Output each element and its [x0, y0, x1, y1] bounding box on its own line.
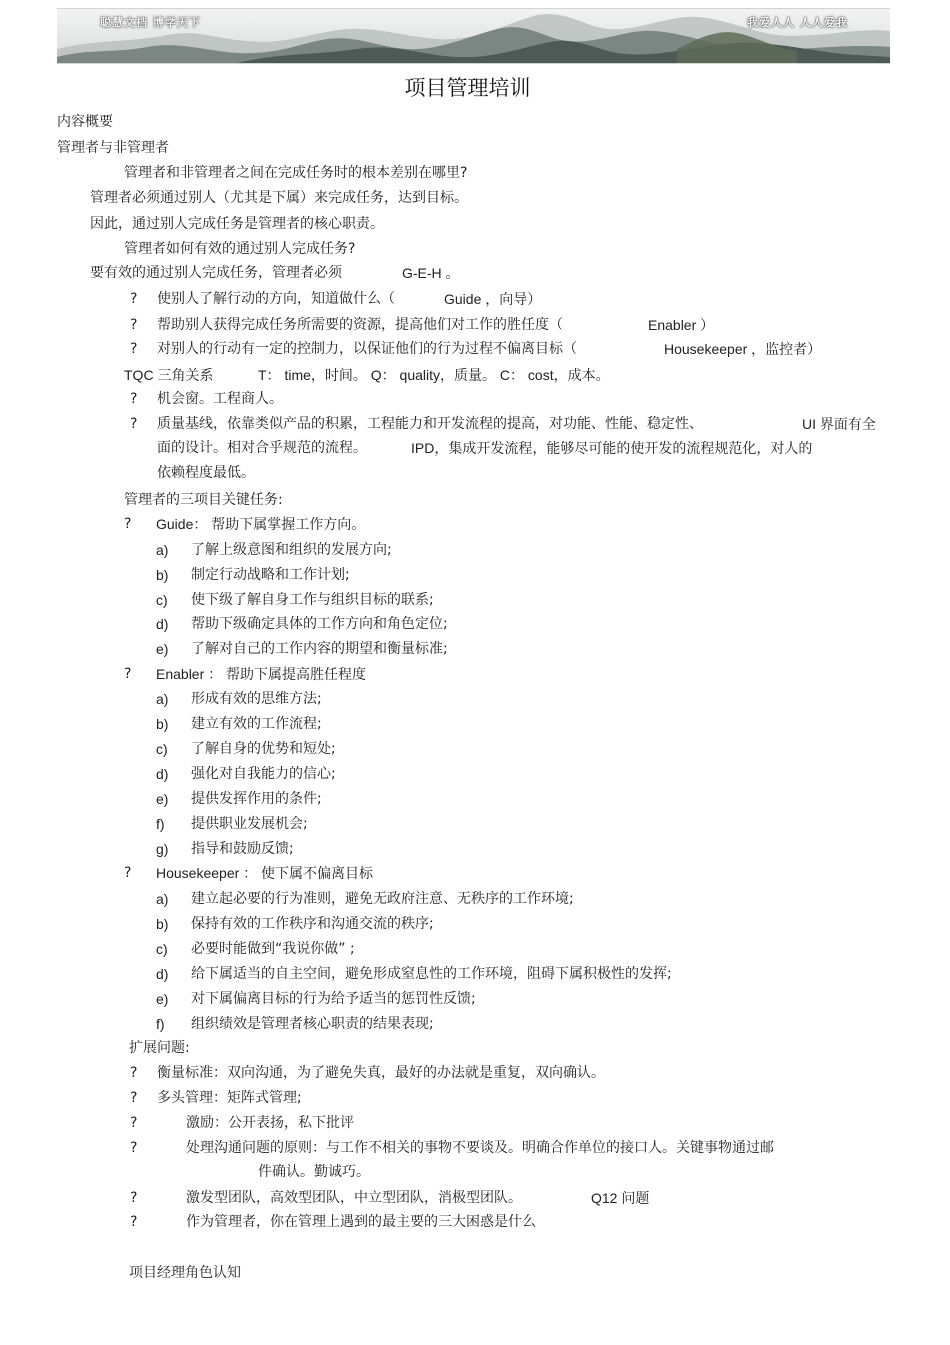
- list-item: 帮助下级确定具体的工作方向和角色定位;: [191, 616, 448, 632]
- body-line: 管理者必须通过别人（尤其是下属）来完成任务，达到目标。: [90, 190, 468, 206]
- list-letter: f): [156, 816, 165, 832]
- bullet-text: 面的设计。相对合乎规范的流程。: [157, 440, 367, 456]
- list-item: 使下级了解自身工作与组织目标的联系;: [191, 592, 434, 608]
- guide-heading: Guide： 帮助下属掌握工作方向。: [156, 516, 366, 532]
- bullet-marker: ?: [124, 666, 132, 682]
- section-heading: 项目经理角色认知: [129, 1265, 241, 1281]
- list-letter: e): [156, 641, 169, 657]
- bullet-marker: ?: [130, 1065, 138, 1081]
- bullet-text: Guide ，向导）: [444, 291, 542, 307]
- bullet-text: 使别人了解行动的方向，知道做什么（: [157, 291, 395, 307]
- list-item: 了解对自己的工作内容的期望和衡量标准;: [191, 641, 448, 657]
- list-letter: b): [156, 567, 169, 583]
- list-item: 了解自身的优势和短处;: [191, 741, 336, 757]
- bullet-marker: ?: [130, 1214, 138, 1230]
- list-letter: b): [156, 916, 169, 932]
- bullet-text: 衡量标准：双向沟通，为了避免失真，最好的办法就是重复，双向确认。: [157, 1065, 605, 1081]
- body-line: 因此，通过别人完成任务是管理者的核心职责。: [90, 216, 384, 232]
- list-letter: b): [156, 716, 169, 732]
- list-letter: c): [156, 592, 168, 608]
- list-letter: e): [156, 991, 169, 1007]
- bullet-text: Housekeeper ，监控者）: [664, 341, 822, 357]
- bullet-text: 帮助别人获得完成任务所需要的资源，提高他们对工作的胜任度（: [157, 317, 563, 333]
- question-line: 管理者如何有效的通过别人完成任务?: [124, 241, 356, 257]
- bullet-text: IPD，集成开发流程，能够尽可能的使开发的流程规范化，对人的: [411, 440, 813, 456]
- list-item: 提供发挥作用的条件;: [191, 791, 322, 807]
- bullet-marker: ?: [130, 391, 138, 407]
- header-banner: [57, 8, 890, 64]
- bullet-text: 对别人的行动有一定的控制力，以保证他们的行为过程不偏离目标（: [157, 341, 577, 357]
- bullet-text: 依赖程度最低。: [157, 465, 255, 481]
- list-item: 给下属适当的自主空间，避免形成窒息性的工作环境，阻碍下属积极性的发挥;: [191, 966, 672, 982]
- tasks-heading: 管理者的三项目关键任务:: [124, 492, 283, 508]
- tqc-label: TQC 三角关系: [124, 367, 214, 383]
- housekeeper-heading: Housekeeper ： 使下属不偏离目标: [156, 865, 374, 881]
- bullet-text: 机会窗。工程商人。: [157, 391, 283, 407]
- bullet-text: 件确认。勤诚巧。: [258, 1164, 370, 1180]
- list-letter: d): [156, 616, 169, 632]
- banner-slogan-left: 聪慧文档 博学天下: [100, 16, 201, 29]
- list-item: 必要时能做到“我说你做” ;: [191, 941, 355, 957]
- list-item: 形成有效的思维方法;: [191, 691, 322, 707]
- list-item: 了解上级意图和组织的发展方向;: [191, 542, 392, 558]
- list-item: 保持有效的工作秩序和沟通交流的秩序;: [191, 916, 434, 932]
- bullet-marker: ?: [130, 416, 138, 432]
- bullet-marker: ?: [130, 341, 138, 357]
- bullet-marker: ?: [130, 1190, 138, 1206]
- banner-slogan-right: 我爱人人 人人爱我: [747, 16, 848, 29]
- bullet-marker: ?: [130, 1115, 138, 1131]
- list-letter: e): [156, 791, 169, 807]
- list-item: 对下属偏离目标的行为给予适当的惩罚性反馈;: [191, 991, 476, 1007]
- bullet-text: 处理沟通问题的原则：与工作不相关的事物不要谈及。明确合作单位的接口人。关键事物通过邮: [186, 1140, 774, 1156]
- bullet-text: Enabler ）: [648, 317, 715, 333]
- list-letter: a): [156, 691, 169, 707]
- bullet-text: 激发型团队，高效型团队，中立型团队，消极型团队。: [186, 1190, 522, 1206]
- bullet-text: Q12 问题: [591, 1190, 650, 1206]
- body-line: 要有效的通过别人完成任务，管理者必须: [90, 265, 342, 281]
- bullet-marker: ?: [124, 865, 132, 881]
- list-letter: c): [156, 941, 168, 957]
- page-title: 项目管理培训: [404, 76, 531, 100]
- list-item: 建立起必要的行为准则，避免无政府注意、无秩序的工作环境;: [191, 891, 574, 907]
- list-item: 强化对自我能力的信心;: [191, 766, 336, 782]
- list-letter: a): [156, 891, 169, 907]
- list-item: 指导和鼓励反馈;: [191, 841, 294, 857]
- extension-heading: 扩展问题:: [129, 1040, 190, 1056]
- list-letter: g): [156, 841, 169, 857]
- section-heading: 管理者与非管理者: [57, 140, 169, 156]
- bullet-text: 作为管理者，你在管理上遇到的最主要的三大困惑是什么: [186, 1214, 536, 1230]
- list-letter: f): [156, 1016, 165, 1032]
- bullet-text: 多头管理：矩阵式管理;: [157, 1090, 302, 1106]
- bullet-marker: ?: [130, 1140, 138, 1156]
- list-letter: a): [156, 542, 169, 558]
- bullet-text: 激励：公开表扬，私下批评: [186, 1115, 354, 1131]
- bullet-marker: ?: [130, 291, 138, 307]
- geh-label: G-E-H 。: [402, 265, 460, 281]
- outline-heading: 内容概要: [57, 114, 113, 130]
- bullet-marker: ?: [124, 516, 132, 532]
- list-item: 建立有效的工作流程;: [191, 716, 322, 732]
- bullet-marker: ?: [130, 317, 138, 333]
- bullet-marker: ?: [130, 1090, 138, 1106]
- list-item: 制定行动战略和工作计划;: [191, 567, 350, 583]
- list-letter: c): [156, 741, 168, 757]
- question-line: 管理者和非管理者之间在完成任务时的根本差别在哪里?: [124, 165, 468, 181]
- list-item: 组织绩效是管理者核心职责的结果表现;: [191, 1016, 434, 1032]
- tqc-definition: T： time，时间。 Q： quality，质量。 C： cost，成本。: [258, 367, 610, 383]
- enabler-heading: Enabler ： 帮助下属提高胜任程度: [156, 666, 367, 682]
- bullet-text: 质量基线，依靠类似产品的积累，工程能力和开发流程的提高，对功能、性能、稳定性、: [157, 416, 703, 432]
- list-letter: d): [156, 766, 169, 782]
- list-letter: d): [156, 966, 169, 982]
- list-item: 提供职业发展机会;: [191, 816, 308, 832]
- bullet-text: UI 界面有全: [802, 416, 876, 432]
